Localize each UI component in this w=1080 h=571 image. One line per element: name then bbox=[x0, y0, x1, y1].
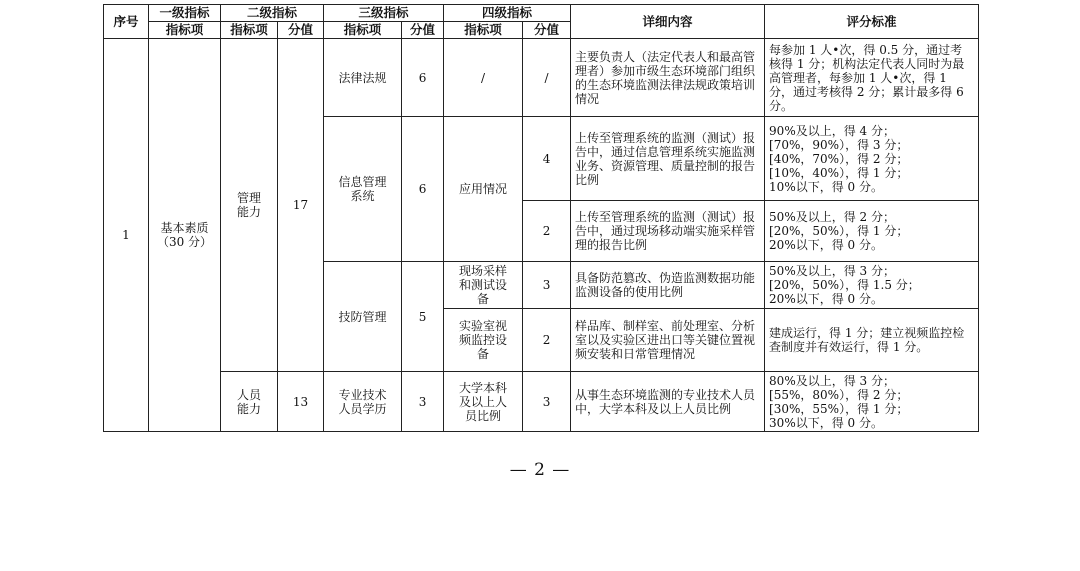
standard-cell: 每参加 1 人•次，得 0.5 分，通过考核得 1 分；机构法定代表人同时为最高管理者，每参加 1 人•次，得 1 分，通过考核得 2 分；累计最多得 6 分。 bbox=[765, 39, 979, 117]
header-seq: 序号 bbox=[104, 5, 149, 39]
header-level4-score: 分值 bbox=[523, 22, 571, 39]
detail-cell: 从事生态环境监测的专业技术人员中，大学本科及以上人员比例 bbox=[571, 372, 765, 432]
level4-item-cell: 大学本科 及以上人 员比例 bbox=[444, 372, 523, 432]
standard-cell: 50%及以上，得 3 分； [20%，50%），得 1.5 分； 20%以下，得 0 分。 bbox=[765, 262, 979, 309]
detail-cell: 主要负责人（法定代表人和最高管理者）参加市级生态环境部门组织的生态环境监测法律法规政策培训情况 bbox=[571, 39, 765, 117]
header-standard: 评分标准 bbox=[765, 5, 979, 39]
level2-score-personnel: 13 bbox=[278, 372, 324, 432]
scoring-table bbox=[103, 4, 979, 432]
level3-score-cell: 5 bbox=[402, 262, 444, 372]
page-number: — 2 — bbox=[509, 460, 571, 480]
header-level2: 二级指标 bbox=[221, 5, 324, 22]
level3-item-cell: 专业技术 人员学历 bbox=[324, 372, 402, 432]
level3-item-cell: 法律法规 bbox=[324, 39, 402, 117]
level4-score-cell: / bbox=[523, 39, 571, 117]
level1-item-cell: 基本素质 （30 分） bbox=[149, 39, 221, 432]
level4-score-cell: 3 bbox=[523, 262, 571, 309]
header-level2-score: 分值 bbox=[278, 22, 324, 39]
level2-score-management: 17 bbox=[278, 39, 324, 372]
table-row bbox=[104, 372, 979, 432]
header-level2-item: 指标项 bbox=[221, 22, 278, 39]
detail-cell: 上传至管理系统的监测（测试）报告中，通过信息管理系统实施监测业务、资源管理、质量控制的报告比例 bbox=[571, 117, 765, 201]
header-detail: 详细内容 bbox=[571, 5, 765, 39]
standard-cell: 建成运行，得 1 分；建立视频监控检查制度并有效运行，得 1 分。 bbox=[765, 309, 979, 372]
header-level1-item: 指标项 bbox=[149, 22, 221, 39]
header-level3-score: 分值 bbox=[402, 22, 444, 39]
standard-cell: 50%及以上，得 2 分； [20%，50%），得 1 分； 20%以下，得 0 分。 bbox=[765, 201, 979, 262]
level4-item-cell: 现场采样 和测试设 备 bbox=[444, 262, 523, 309]
table-row bbox=[104, 39, 979, 117]
header-level1: 一级指标 bbox=[149, 5, 221, 22]
level4-score-cell: 3 bbox=[523, 372, 571, 432]
level2-item-personnel: 人员 能力 bbox=[221, 372, 278, 432]
header-level3-item: 指标项 bbox=[324, 22, 402, 39]
level2-item-management: 管理 能力 bbox=[221, 39, 278, 372]
level3-item-cell: 信息管理 系统 bbox=[324, 117, 402, 262]
level3-score-cell: 6 bbox=[402, 117, 444, 262]
level4-item-cell: / bbox=[444, 39, 523, 117]
level3-score-cell: 3 bbox=[402, 372, 444, 432]
level3-item-cell: 技防管理 bbox=[324, 262, 402, 372]
level4-item-cell: 实验室视 频监控设 备 bbox=[444, 309, 523, 372]
seq-cell: 1 bbox=[104, 39, 149, 432]
header-level3: 三级指标 bbox=[324, 5, 444, 22]
standard-cell: 80%及以上，得 3 分； [55%，80%），得 2 分； [30%，55%），得 1 分； 30%以下，得 0 分。 bbox=[765, 372, 979, 432]
level4-score-cell: 2 bbox=[523, 201, 571, 262]
header-level4: 四级指标 bbox=[444, 5, 571, 22]
level4-score-cell: 2 bbox=[523, 309, 571, 372]
detail-cell: 上传至管理系统的监测（测试）报告中，通过现场移动端实施采样管理的报告比例 bbox=[571, 201, 765, 262]
detail-cell: 样品库、制样室、前处理室、分析室以及实验区进出口等关键位置视频安装和日常管理情况 bbox=[571, 309, 765, 372]
level4-score-cell: 4 bbox=[523, 117, 571, 201]
level4-item-cell: 应用情况 bbox=[444, 117, 523, 262]
detail-cell: 具备防范篡改、伪造监测数据功能监测设备的使用比例 bbox=[571, 262, 765, 309]
standard-cell: 90%及以上，得 4 分； [70%，90%），得 3 分； [40%，70%），得 2 分； [10%，40%），得 1 分； 10%以下，得 0 分。 bbox=[765, 117, 979, 201]
header-row-1 bbox=[104, 5, 979, 22]
header-level4-item: 指标项 bbox=[444, 22, 523, 39]
level3-score-cell: 6 bbox=[402, 39, 444, 117]
